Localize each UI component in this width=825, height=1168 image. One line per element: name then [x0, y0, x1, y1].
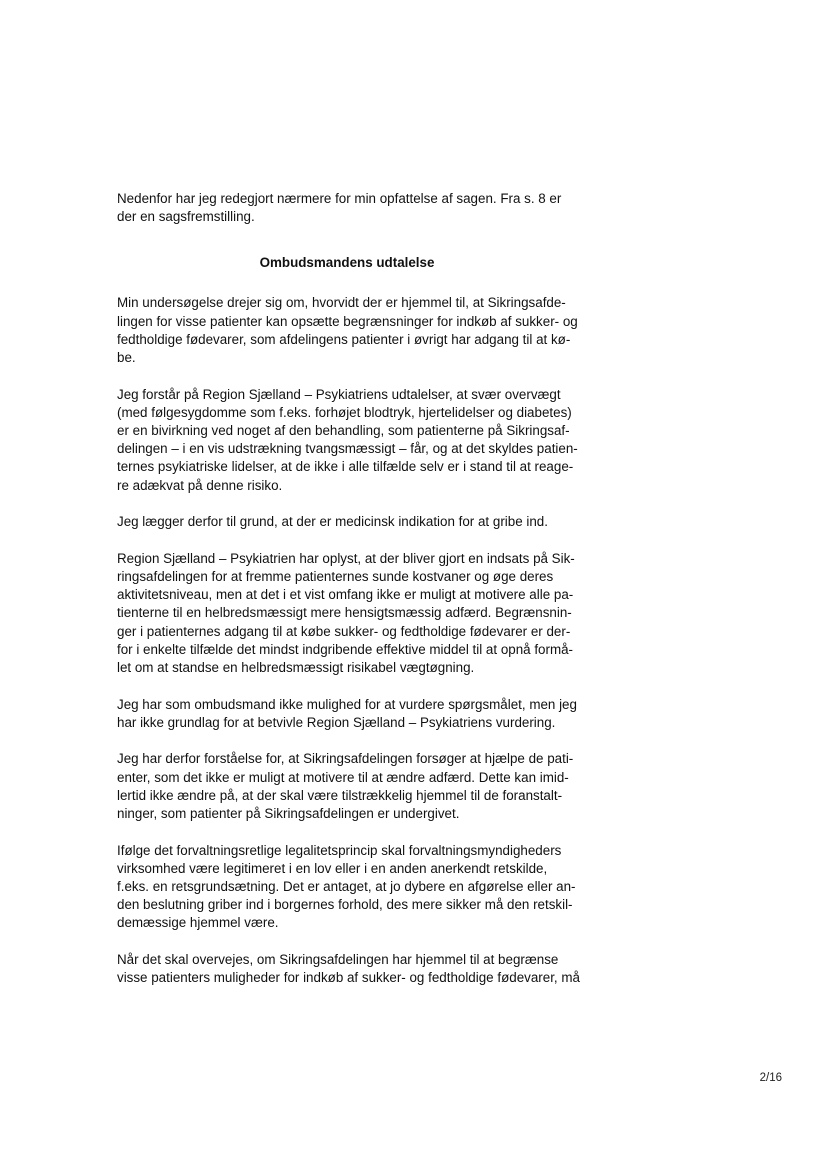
section-heading: Ombudsmandens udtalelse: [259, 255, 435, 271]
paragraph-8: [117, 951, 580, 987]
paragraph-2: [117, 386, 577, 495]
text-line: be.: [117, 350, 136, 366]
text-line: Jeg har som ombudsmand ikke mulighed for at vurdere spørgsmålet, men jeg: [117, 696, 577, 712]
text-line: virksomhed være legitimeret i en lov eller i en anden anerkendt retskilde,: [117, 860, 548, 876]
paragraph-1: [117, 294, 577, 367]
text-line: Ifølge det forvaltningsretlige legalitetsprincip skal forvaltningsmyndigheders: [117, 842, 562, 858]
text-line: Min undersøgelse drejer sig om, hvorvidt der er hjemmel til, at Sikringsafde-: [117, 295, 566, 311]
text-line: Jeg har derfor forståelse for, at Sikringsafdelingen forsøger at hjælpe de pati-: [117, 751, 574, 767]
text-line: ternes psykiatriske lidelser, at de ikke i alle tilfælde selv er i stand til at reage-: [117, 459, 574, 475]
text-line: demæssige hjemmel være.: [117, 915, 279, 931]
text-line: for i enkelte tilfælde det mindst indgribende effektive middel til at opnå formå-: [117, 641, 574, 657]
text-line: fedtholdige fødevarer, som afdelingens patienter i øvrigt har adgang til at kø-: [117, 331, 571, 347]
text-line: enter, som det ikke er muligt at motivere til at ændre adfærd. Dette kan imid-: [117, 769, 569, 785]
text-line: f.eks. en retsgrundsætning. Det er antaget, at jo dybere en afgørelse eller an-: [117, 879, 576, 895]
text-line: (med følgesygdomme som f.eks. forhøjet blodtryk, hjertelidelser og diabetes): [117, 404, 572, 420]
document-body: [117, 190, 580, 1006]
paragraph-3: [117, 513, 577, 531]
paragraph-5: [117, 696, 577, 732]
page-number: 2/16: [759, 1072, 782, 1084]
text-line: har ikke grundlag for at betvivle Region Sjælland – Psykiatriens vurdering.: [117, 714, 556, 730]
text-line: den beslutning griber ind i borgernes forhold, des mere sikker må den retskil-: [117, 897, 573, 913]
text-line: der en sagsfremstilling.: [117, 209, 255, 225]
text-line: let om at standse en helbredsmæssigt risikabel vægtøgning.: [117, 660, 475, 676]
text-line: Når det skal overvejes, om Sikringsafdelingen har hjemmel til at begrænse: [117, 952, 559, 968]
paragraph-4: [117, 550, 577, 677]
intro-paragraph: [117, 190, 577, 226]
text-line: Jeg lægger derfor til grund, at der er medicinsk indikation for at gribe ind.: [117, 514, 548, 530]
text-line: er en bivirkning ved noget af den behandling, som patienterne på Sikringsaf-: [117, 423, 570, 439]
text-line: tienterne til en helbredsmæssigt mere hensigtsmæssig adfærd. Begrænsnin-: [117, 605, 572, 621]
text-line: re adækvat på denne risiko.: [117, 477, 283, 493]
text-line: visse patienters muligheder for indkøb af sukker- og fedtholdige fødevarer, må: [117, 970, 580, 986]
text-line: lertid ikke ændre på, at der skal være tilstrækkelig hjemmel til de foranstalt-: [117, 787, 563, 803]
text-line: delingen – i en vis udstrækning tvangsmæssigt – får, og at det skyldes patien-: [117, 441, 578, 457]
text-line: Jeg forstår på Region Sjælland – Psykiatriens udtalelser, at svær overvægt: [117, 386, 561, 402]
text-line: Region Sjælland – Psykiatrien har oplyst, at der bliver gjort en indsats på Sik-: [117, 550, 575, 566]
paragraph-7: [117, 842, 577, 933]
text-line: ger i patienternes adgang til at købe sukker- og fedtholdige fødevarer er der-: [117, 623, 571, 639]
text-line: ringsafdelingen for at fremme patienternes sunde kostvaner og øge deres: [117, 569, 554, 585]
text-line: lingen for visse patienter kan opsætte begrænsninger for indkøb af sukker- og: [117, 313, 578, 329]
text-line: aktivitetsniveau, men at det i et vist omfang ikke er muligt at motivere alle pa-: [117, 587, 574, 603]
text-line: Nedenfor har jeg redegjort nærmere for min opfattelse af sagen. Fra s. 8 er: [117, 191, 562, 206]
paragraph-6: [117, 750, 577, 823]
text-line: ninger, som patienter på Sikringsafdelingen er undergivet.: [117, 806, 460, 822]
